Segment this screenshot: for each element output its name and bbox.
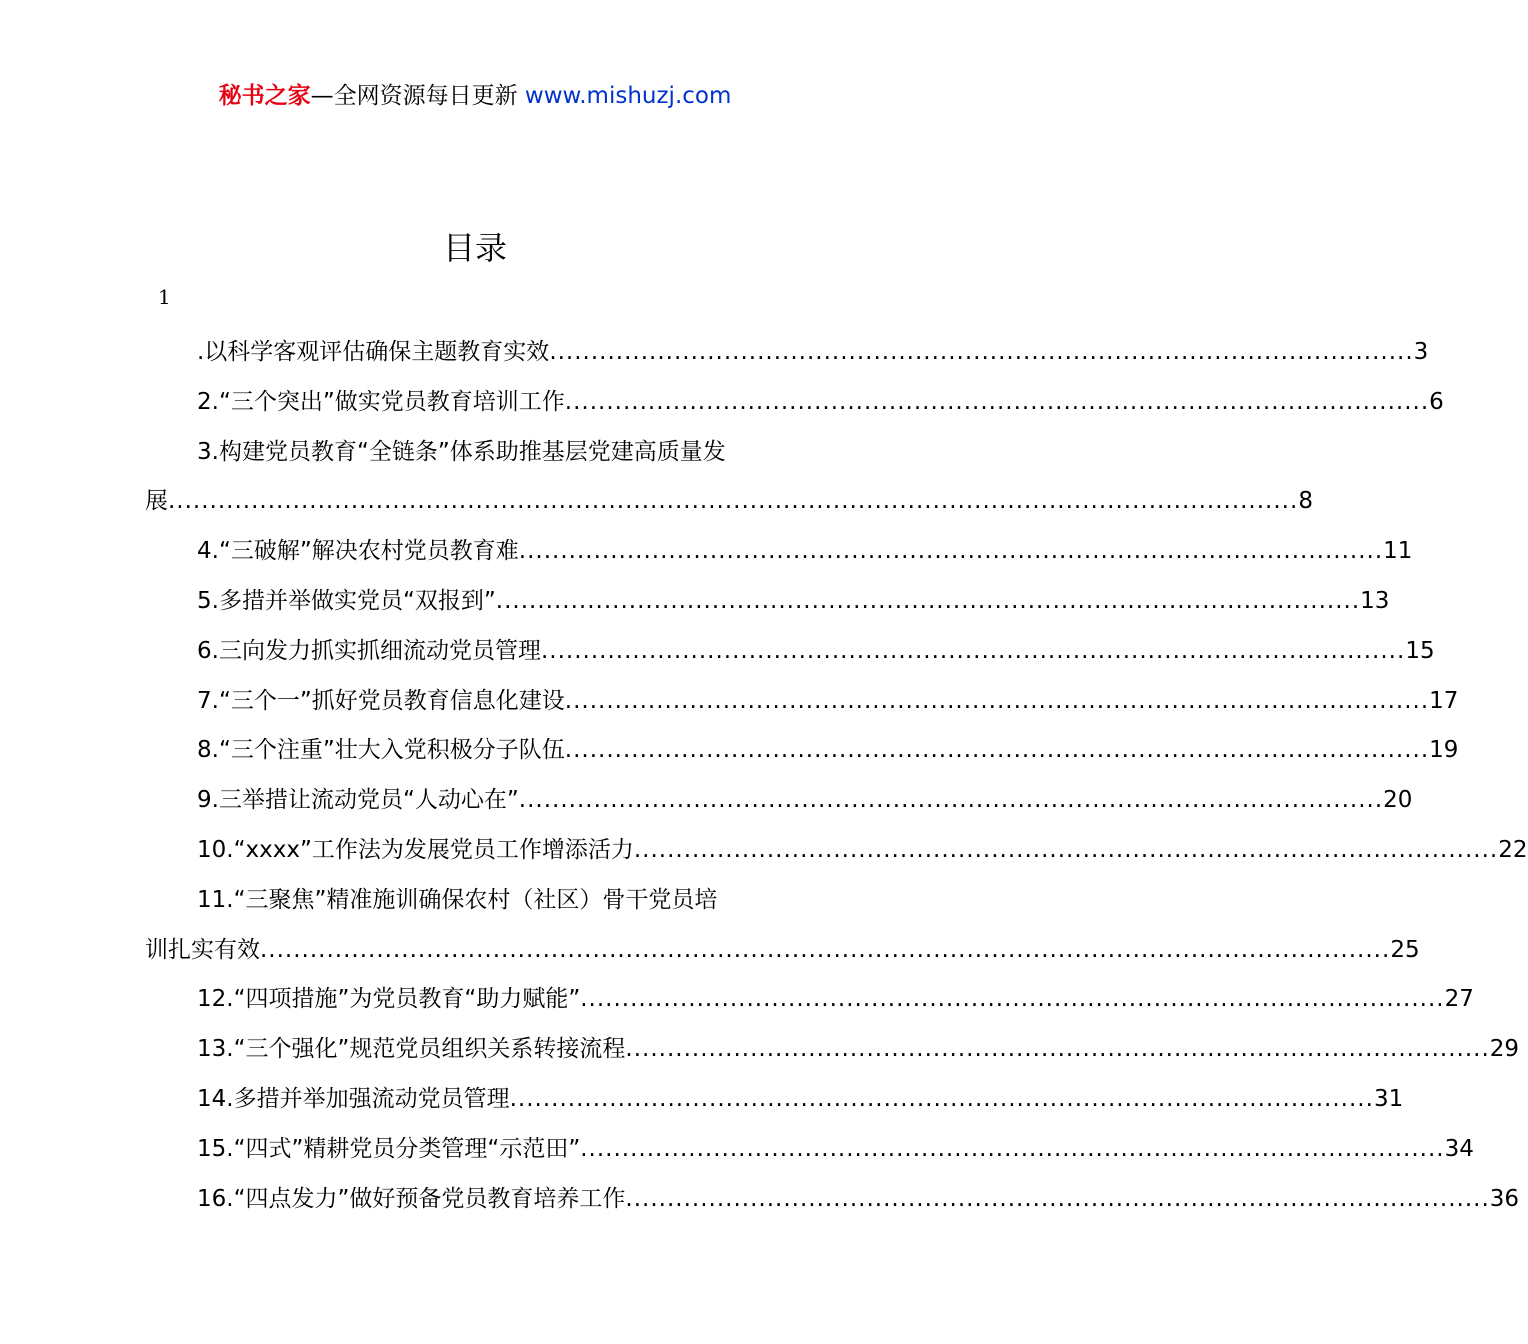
dot-leader: ........................................................................................................ bbox=[509, 1085, 1374, 1112]
dot-leader: ........................................................................................................ bbox=[564, 388, 1430, 415]
toc-entry-4[interactable] bbox=[145, 527, 1413, 577]
toc-entry-title: .以科学客观评估确保主题教育实效 bbox=[197, 339, 550, 365]
toc-entry-12[interactable] bbox=[145, 975, 1474, 1025]
page-title: 目录 bbox=[442, 229, 507, 267]
toc-entry-page: 17 bbox=[1429, 687, 1459, 714]
dot-leader: ........................................................................................................ bbox=[564, 737, 1430, 764]
toc-entry-title: 5.多措并举做实党员“双报到” bbox=[197, 587, 496, 614]
toc-entry-page: 27 bbox=[1444, 986, 1474, 1013]
toc-entry-title: 7.“三个一”抓好党员教育信息化建设 bbox=[197, 687, 565, 714]
toc-entry-page: 19 bbox=[1429, 737, 1459, 764]
dot-leader: ........................................................................................................................................ bbox=[168, 488, 1299, 515]
toc-entry-title: 6.三向发力抓实抓细流动党员管理 bbox=[197, 637, 541, 664]
toc-entry-title-line1: 11.“三聚焦”精准施训确保农村（社区）骨干党员培 bbox=[197, 886, 718, 913]
toc-entry-page: 11 bbox=[1383, 538, 1413, 565]
toc-entry-3[interactable] bbox=[145, 428, 1313, 528]
toc-entry-13[interactable] bbox=[145, 1025, 1520, 1075]
dot-leader: ........................................................................................................ bbox=[633, 836, 1499, 863]
toc-entry-title: 12.“四项措施”为党员教育“助力赋能” bbox=[197, 986, 581, 1013]
toc-entry-6[interactable] bbox=[145, 627, 1435, 677]
toc-entry-1[interactable] bbox=[145, 328, 1429, 378]
toc-entry-title: 15.“四式”精耕党员分类管理“示范田” bbox=[197, 1135, 581, 1162]
toc-entry-5[interactable] bbox=[145, 577, 1390, 627]
toc-entry-7[interactable] bbox=[145, 677, 1459, 727]
toc-entry-16[interactable] bbox=[145, 1175, 1520, 1225]
dot-leader: ........................................................................................................ bbox=[625, 1185, 1490, 1212]
toc-entry-page: 20 bbox=[1383, 787, 1413, 814]
toc-entry-15[interactable] bbox=[145, 1125, 1474, 1175]
toc-entry-9[interactable] bbox=[145, 776, 1413, 826]
toc-entry-page: 31 bbox=[1373, 1085, 1404, 1112]
toc-entry-title: 14.多措并举加强流动党员管理 bbox=[197, 1085, 510, 1112]
toc-entry-11[interactable] bbox=[145, 876, 1420, 976]
toc-entry-2[interactable] bbox=[145, 378, 1444, 428]
dot-leader: ........................................................................................................ bbox=[625, 1036, 1490, 1063]
dot-leader: ........................................................................................................ bbox=[549, 339, 1414, 365]
toc-entry-page: 15 bbox=[1405, 637, 1435, 664]
toc-entry-title-line2: 训扎实有效 bbox=[145, 936, 260, 963]
toc-entry-title-line1: 3.构建党员教育“全链条”体系助推基层党建高质量发 bbox=[197, 438, 726, 465]
site-slogan: —全网资源每日更新 bbox=[310, 83, 518, 109]
toc-entry-page: 6 bbox=[1429, 388, 1444, 415]
toc-entry-title: 16.“四点发力”做好预备党员教育培养工作 bbox=[197, 1185, 626, 1212]
toc-entry-title-line2: 展 bbox=[145, 488, 168, 515]
table-of-contents bbox=[145, 328, 1528, 1224]
toc-entry-14[interactable] bbox=[145, 1075, 1404, 1125]
dot-leader: ........................................................................................................................................ bbox=[260, 936, 1391, 963]
toc-entry-title: 13.“三个强化”规范党员组织关系转接流程 bbox=[197, 1036, 626, 1063]
toc-entry-10[interactable] bbox=[145, 826, 1528, 876]
toc-entry-title: 9.三举措让流动党员“人动心在” bbox=[197, 787, 519, 814]
toc-entry-page: 25 bbox=[1390, 936, 1420, 963]
toc-entry-page: 13 bbox=[1360, 587, 1390, 614]
dot-leader: ........................................................................................................ bbox=[580, 986, 1445, 1013]
toc-entry-page: 22 bbox=[1498, 836, 1528, 863]
toc-entry-title: 10.“xxxx”工作法为发展党员工作增添活力 bbox=[197, 836, 634, 863]
site-header bbox=[0, 80, 950, 112]
toc-entry-title: 4.“三破解”解决农村党员教育难 bbox=[197, 538, 519, 565]
site-url-link[interactable]: www.mishuzj.com bbox=[524, 83, 732, 109]
dot-leader: ........................................................................................................ bbox=[495, 587, 1361, 614]
dot-leader: ........................................................................................................ bbox=[564, 687, 1430, 714]
dot-leader: ........................................................................................................ bbox=[518, 787, 1384, 814]
dot-leader: ........................................................................................................ bbox=[580, 1135, 1445, 1162]
toc-entry-page: 36 bbox=[1489, 1185, 1520, 1212]
toc-entry-8[interactable] bbox=[145, 726, 1459, 776]
dot-leader: ........................................................................................................ bbox=[518, 538, 1384, 565]
dot-leader: ........................................................................................................ bbox=[540, 637, 1406, 664]
toc-entry-title: 2.“三个突出”做实党员教育培训工作 bbox=[197, 388, 565, 415]
toc-entry-page: 34 bbox=[1444, 1135, 1474, 1162]
toc-entry-page: 3 bbox=[1413, 339, 1429, 365]
toc-entry-title: 8.“三个注重”壮大入党积极分子队伍 bbox=[197, 737, 565, 764]
site-brand: 秘书之家 bbox=[218, 83, 311, 109]
toc-entry-page: 29 bbox=[1489, 1036, 1520, 1063]
page-marker: 1 bbox=[158, 285, 171, 309]
toc-entry-page: 8 bbox=[1298, 488, 1313, 515]
